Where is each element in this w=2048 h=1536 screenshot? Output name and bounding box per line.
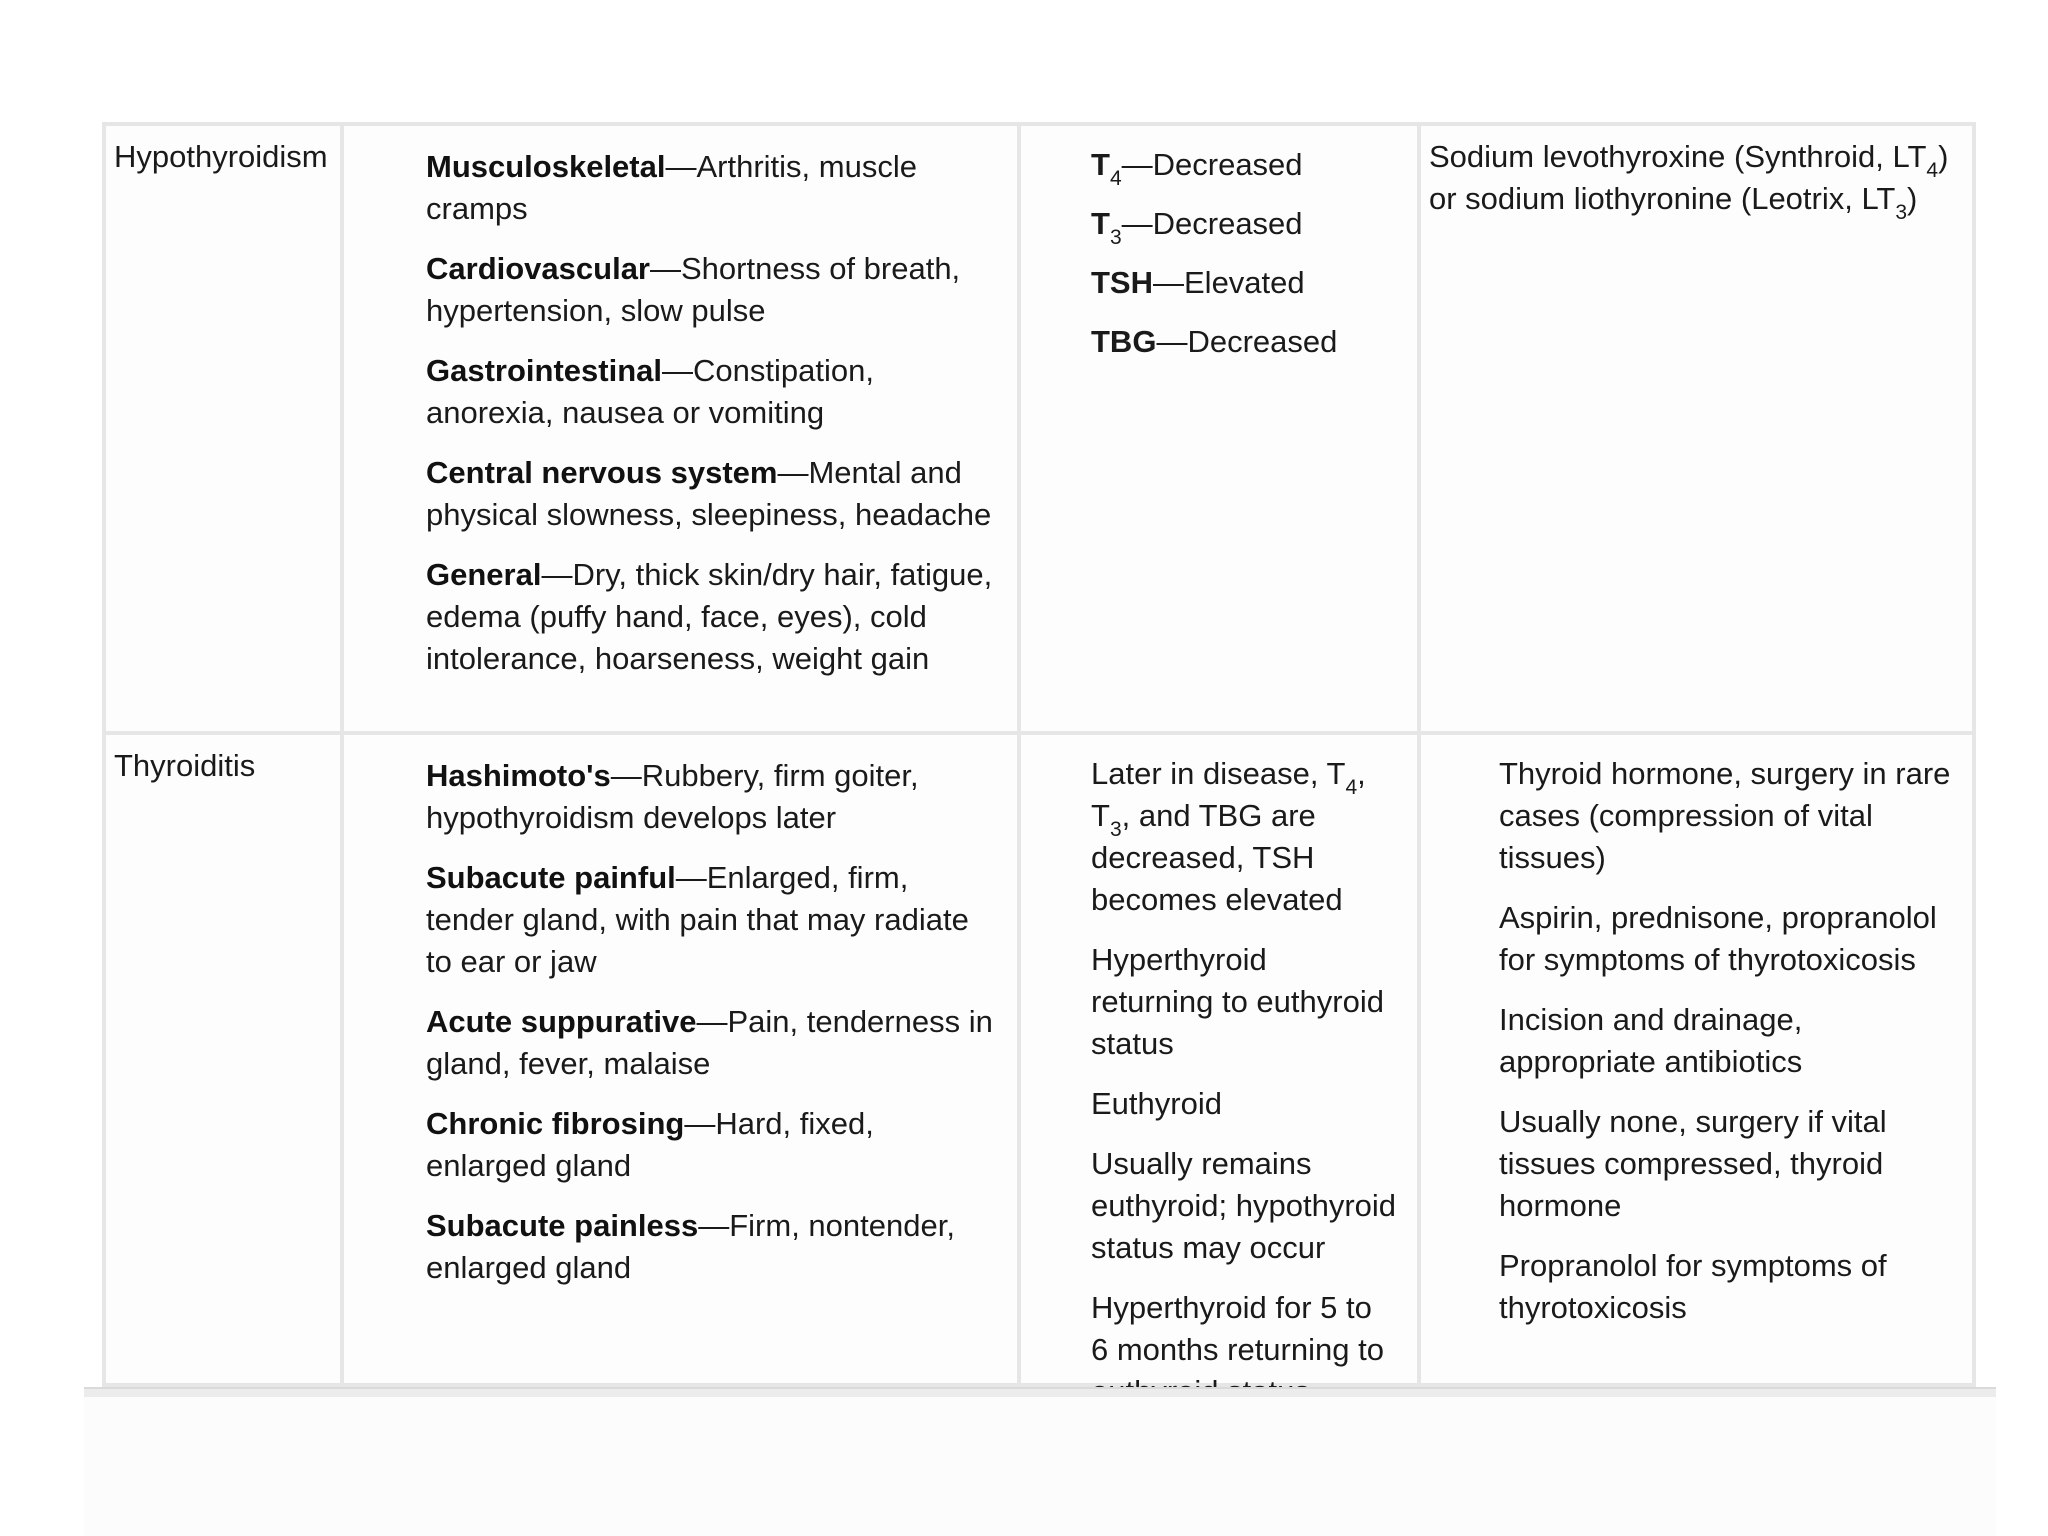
symptom-label: General xyxy=(426,557,542,592)
treatment-cell-thyroiditis xyxy=(1421,735,1974,1431)
lab-finding-part: , T xyxy=(1091,756,1366,833)
symptom-item xyxy=(426,146,999,230)
condition-name: Hypothyroidism xyxy=(114,139,328,174)
symptom-text: —Dry, thick skin/dry hair, fatigue, edema (puffy hand, face, eyes), cold intolerance, hoarseness, weight gain xyxy=(426,557,993,676)
symptom-item xyxy=(426,248,999,332)
treatment-part: ) or sodium liothyronine (Leotrix, LT xyxy=(1429,139,1949,216)
symptom-item xyxy=(426,1001,999,1085)
thyroid-disorders-table xyxy=(102,122,1976,1387)
condition-cell-thyroiditis xyxy=(106,735,344,1431)
treatment-part: ) xyxy=(1907,181,1918,216)
symptom-text: —Arthritis, muscle cramps xyxy=(426,149,917,226)
condition-name: Thyroiditis xyxy=(114,748,256,783)
symptom-text: —Shortness of breath, hypertension, slow pulse xyxy=(426,251,961,328)
treatment-subscript: 3 xyxy=(1895,201,1908,224)
symptom-item xyxy=(426,857,999,983)
treatment-item: Usually none, surgery if vital tissues compressed, thyroid hormone xyxy=(1499,1104,1887,1223)
lab-name: TSH xyxy=(1091,265,1153,300)
lab-name: T xyxy=(1091,206,1110,241)
symptom-item xyxy=(426,554,999,680)
treatment-subscript: 4 xyxy=(1926,159,1939,182)
symptom-text: —Mental and physical slowness, sleepiness, headache xyxy=(426,455,992,532)
lab-subscript: 3 xyxy=(1109,226,1122,249)
lab-finding-part: Later in disease, T xyxy=(1091,756,1346,791)
symptom-label: Central nervous system xyxy=(426,455,778,490)
lab-item-t4 xyxy=(1091,144,1397,190)
treatment-text xyxy=(1429,136,1954,224)
condition-cell-hypothyroidism xyxy=(106,126,344,735)
symptom-text: —Hard, fixed, enlarged gland xyxy=(426,1106,874,1183)
lab-name: T xyxy=(1091,147,1110,182)
lab-result: —Decreased xyxy=(1121,147,1303,182)
lab-subscript: 4 xyxy=(1345,776,1358,799)
symptom-item xyxy=(426,1205,999,1289)
treatment-cell-hypothyroidism xyxy=(1421,126,1974,735)
symptom-label: Cardiovascular xyxy=(426,251,650,286)
lab-finding-item: Usually remains euthyroid; hypothyroid status may occur xyxy=(1091,1146,1397,1265)
symptom-label: Subacute painless xyxy=(426,1208,699,1243)
symptom-label: Musculoskeletal xyxy=(426,149,666,184)
page-bottom-area xyxy=(84,1397,1996,1536)
symptom-item xyxy=(426,755,999,839)
symptom-label: Gastrointestinal xyxy=(426,353,662,388)
symptom-label: Chronic fibrosing xyxy=(426,1106,685,1141)
lab-result: —Decreased xyxy=(1121,206,1303,241)
symptoms-cell-hypothyroidism xyxy=(344,126,1021,735)
lab-finding-item: Hyperthyroid returning to euthyroid status xyxy=(1091,942,1384,1061)
symptom-text: —Pain, tenderness in gland, fever, malaise xyxy=(426,1004,993,1081)
symptom-text: —Enlarged, firm, tender gland, with pain that may radiate to ear or jaw xyxy=(426,860,969,979)
symptom-text: —Rubbery, firm goiter, hypothyroidism develops later xyxy=(426,758,919,835)
symptom-item xyxy=(426,350,999,434)
treatment-item: Incision and drainage, appropriate antibiotics xyxy=(1499,1002,1803,1079)
symptom-text: —Firm, nontender, enlarged gland xyxy=(426,1208,955,1285)
lab-finding-item: Euthyroid xyxy=(1091,1086,1222,1121)
lab-subscript: 4 xyxy=(1109,167,1122,190)
symptom-item xyxy=(426,1103,999,1187)
lab-finding-item xyxy=(1091,753,1397,921)
symptom-label: Hashimoto's xyxy=(426,758,611,793)
treatment-item: Thyroid hormone, surgery in rare cases (compression of vital tissues) xyxy=(1499,756,1951,875)
treatment-part: Sodium levothyroxine (Synthroid, LT xyxy=(1429,139,1927,174)
symptoms-cell-thyroiditis xyxy=(344,735,1021,1431)
treatment-item: Propranolol for symptoms of thyrotoxicosis xyxy=(1499,1248,1887,1325)
symptom-text: —Constipation, anorexia, nausea or vomiting xyxy=(426,353,874,430)
symptom-label: Subacute painful xyxy=(426,860,676,895)
lab-finding-item: Hyperthyroid for 5 to 6 months returning to xyxy=(1091,1290,1384,1367)
treatment-item: Aspirin, prednisone, propranolol for symptoms of thyrotoxicosis xyxy=(1499,900,1937,977)
lab-result: —Elevated xyxy=(1153,265,1305,300)
lab-finding-part: , and TBG are decreased, TSH becomes elevated xyxy=(1091,798,1343,917)
lab-item-t3 xyxy=(1091,203,1397,249)
lab-result: —Decreased xyxy=(1156,324,1338,359)
lab-findings-cell-thyroiditis xyxy=(1021,735,1421,1431)
lab-item-tbg xyxy=(1091,321,1397,363)
lab-findings-cell-hypothyroidism xyxy=(1021,126,1421,735)
lab-subscript: 3 xyxy=(1109,818,1122,841)
symptom-label: Acute suppurative xyxy=(426,1004,697,1039)
symptom-item xyxy=(426,452,999,536)
lab-item-tsh xyxy=(1091,262,1397,304)
lab-name: TBG xyxy=(1091,324,1157,359)
